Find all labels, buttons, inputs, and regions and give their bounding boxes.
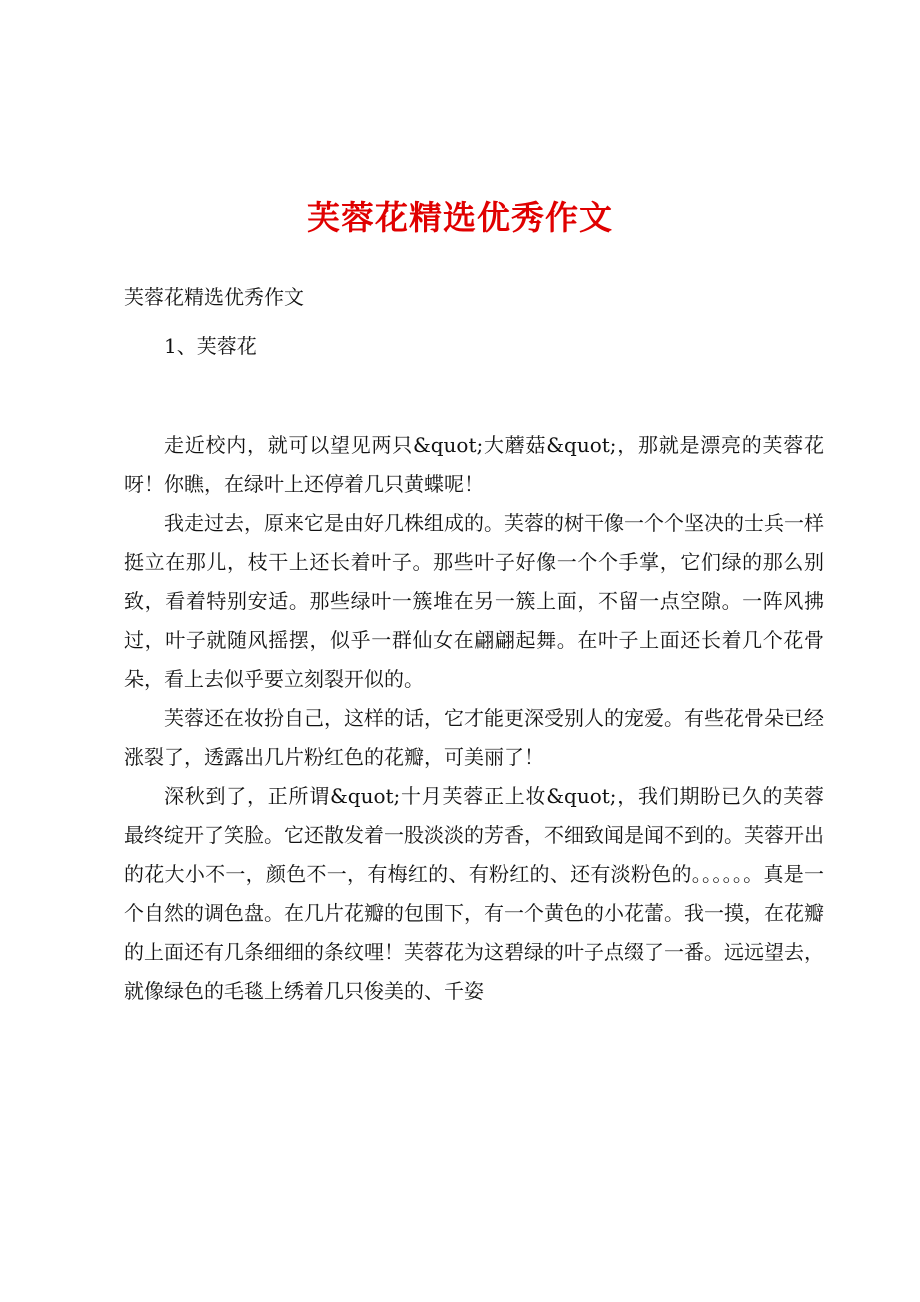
paragraph: 深秋到了，正所谓&quot;十月芙蓉正上妆&quot;，我们期盼已久的芙蓉最终绽开了笑脸。它还散发着一股淡淡的芳香，不细致闻是闻不到的。芙蓉开出的花大小不一，颜色不一，有梅红的、有粉红的、还有淡粉色的。。。。。。真是一个自然的调色盘。在几片花瓣的包围下，有一个黄色的小花蕾。我一摸，在花瓣的上面还有几条细细的条纹哩！芙蓉花为这碧绿的叶子点缀了一番。远远望去，就像绿色的毛毯上绣着几只俊美的、千姿 xyxy=(124,784,824,1003)
paragraph: 走近校内，就可以望见两只&quot;大蘑菇&quot;，那就是漂亮的芙蓉花呀！你瞧，在绿叶上还停着几只黄蝶呢！ xyxy=(124,433,824,496)
paragraph: 我走过去，原来它是由好几株组成的。芙蓉的树干像一个个坚决的士兵一样挺立在那儿，枝干上还长着叶子。那些叶子好像一个个手掌，它们绿的那么别致，看着特别安适。那些绿叶一簇堆在另一簇上面，不留一点空隙。一阵风拂过，叶子就随风摇摆，似乎一群仙女在翩翩起舞。在叶子上面还长着几个花骨朵，看上去似乎要立刻裂开似的。 xyxy=(124,511,824,691)
paragraph: 芙蓉还在妆扮自己，这样的话，它才能更深受别人的宠爱。有些花骨朵已经涨裂了，透露出几片粉红色的花瓣，可美丽了！ xyxy=(124,706,824,769)
section-heading: 1、芙蓉花 xyxy=(164,334,257,358)
essay-body xyxy=(124,426,824,1011)
document-subtitle: 芙蓉花精选优秀作文 xyxy=(124,285,304,309)
document-title: 芙蓉花精选优秀作文 xyxy=(307,198,613,237)
